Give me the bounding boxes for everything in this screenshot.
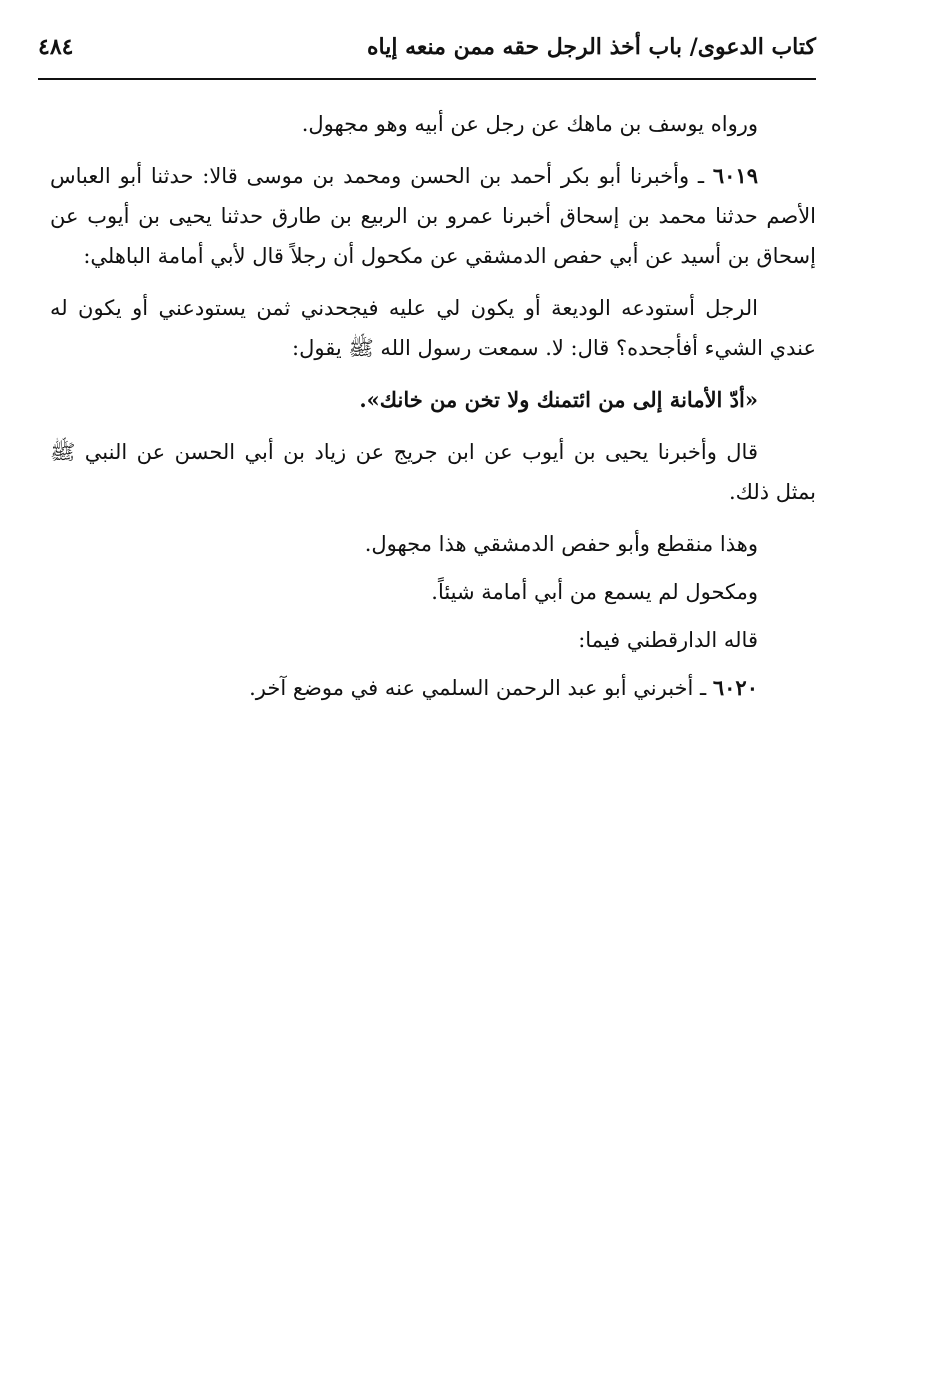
paragraph-daraqutni: قاله الدارقطني فيما: (578, 628, 758, 652)
running-header (38, 30, 816, 76)
paragraph-chain: قال وأخبرنا يحيى بن أيوب عن ابن جريج عن زياد بن أبي الحسن عن النبي ﷺ بمثل ذلك. (50, 440, 816, 504)
page-number: ٤٨٤ (38, 34, 74, 60)
paragraph-riwaya: ورواه يوسف بن ماهك عن رجل عن أبيه وهو مجهول. (301, 112, 758, 136)
hadith-6019 (50, 156, 816, 276)
hadith-text: ـ أخبرني أبو عبد الرحمن السلمي عنه في موضع آخر. (249, 676, 713, 700)
prophetic-quote: «أدّ الأمانة إلى من ائتمنك ولا تخن من خانك». (359, 387, 758, 412)
page-body (50, 104, 816, 716)
hadith-text: ـ وأخبرنا أبو بكر أحمد بن الحسن ومحمد بن موسى قالا: حدثنا أبو العباس الأصم حدثنا محمد بن إسحاق أخبرنا عمرو بن الربيع بن طارق حدثنا يحيى بن أيوب عن إسحاق بن أسيد عن أبي حفص الدمشقي عن مكحول أن رجلاً قال لأبي أمامة الباهلي: (50, 164, 816, 268)
header-divider (38, 78, 816, 80)
paragraph-munqati: وهذا منقطع وأبو حفص الدمشقي هذا مجهول. (364, 532, 758, 556)
paragraph-makhul: ومكحول لم يسمع من أبي أمامة شيئاً. (431, 580, 758, 604)
hadith-number: ٦٠٢٠ (712, 675, 758, 700)
hadith-6020 (50, 668, 816, 708)
chapter-title: كتاب الدعوى/ باب أخذ الرجل حقه ممن منعه إياه (367, 34, 816, 60)
paragraph-question: الرجل أستودعه الوديعة أو يكون لي عليه فيجحدني ثمن يستودعني أو يكون له عندي الشيء أفأجحده؟ قال: لا. سمعت رسول الله ﷺ يقول: (50, 296, 816, 360)
hadith-number: ٦٠١٩ (712, 163, 758, 188)
